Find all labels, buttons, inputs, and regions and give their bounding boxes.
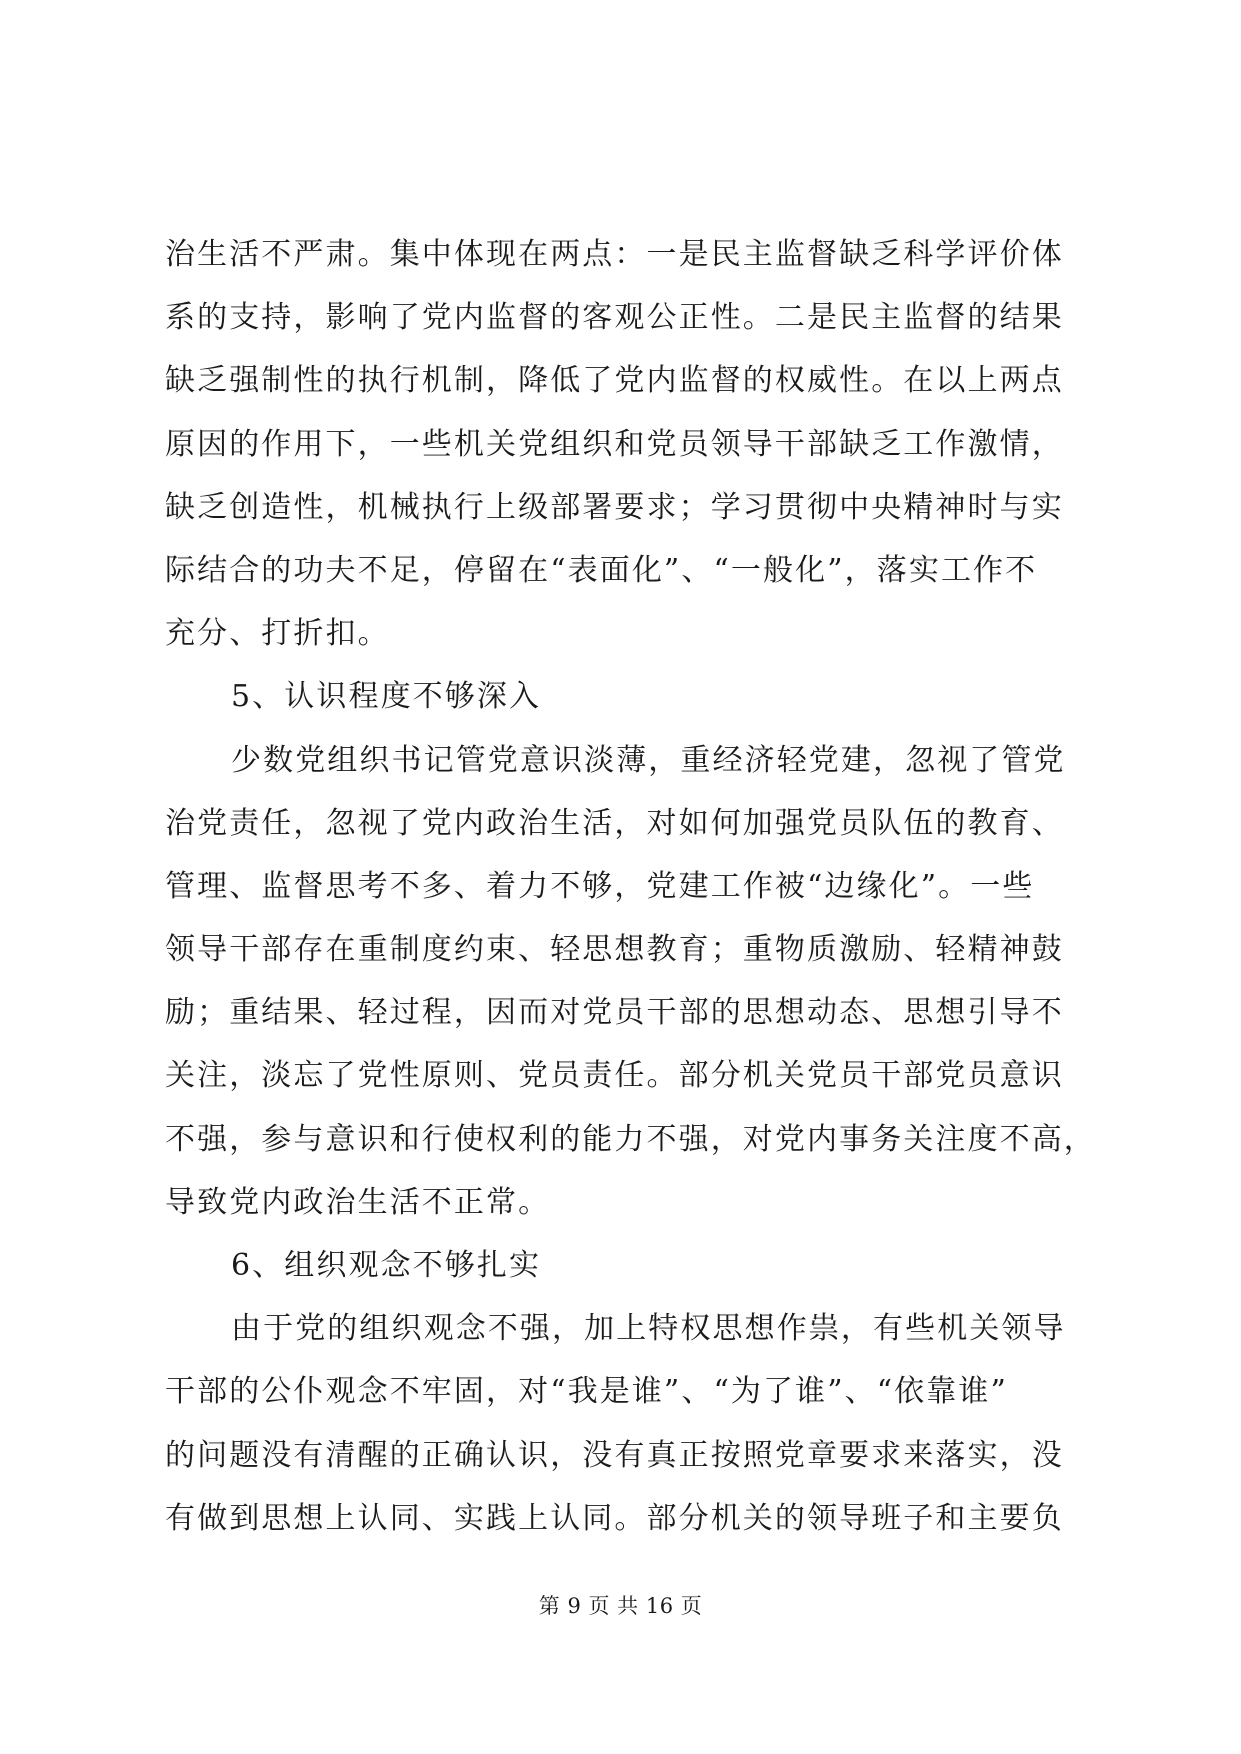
- text-line: 关注，淡忘了党性原则、党员责任。部分机关党员干部党员意识: [165, 1058, 1064, 1094]
- text-line: 导致党内政治生活不正常。: [165, 1184, 551, 1220]
- text-line: 有做到思想上认同、实践上认同。部分机关的领导班子和主要负: [165, 1500, 1064, 1536]
- page-footer: 第 9 页 共 16 页: [538, 1594, 703, 1618]
- text-line: 的问题没有清醒的正确认识，没有真正按照党章要求来落实，没: [165, 1437, 1064, 1473]
- text-line: 缺乏强制性的执行机制，降低了党内监督的权威性。在以上两点: [165, 363, 1064, 399]
- text-line: 由于党的组织观念不强，加上特权思想作祟，有些机关领导: [231, 1311, 1066, 1347]
- body-text: [165, 223, 1096, 1550]
- text-line: 系的支持，影响了党内监督的客观公正性。二是民主监督的结果: [165, 300, 1064, 336]
- text-line: 干部的公仆观念不牢固，对“我是谁”、“为了谁”、“依靠谁”: [165, 1374, 1008, 1410]
- text-line: 原因的作用下，一些机关党组织和党员领导干部缺乏工作激情，: [165, 426, 1064, 462]
- text-line: 充分、打折扣。: [165, 616, 390, 652]
- text-line: 缺乏创造性，机械执行上级部署要求；学习贯彻中央精神时与实: [165, 489, 1064, 525]
- text-line: 治党责任，忽视了党内政治生活，对如何加强党员队伍的教育、: [165, 805, 1064, 841]
- text-line: 际结合的功夫不足，停留在“表面化”、“一般化”，落实工作不: [165, 552, 1038, 588]
- text-line: 少数党组织书记管党意识淡薄，重经济轻党建，忽视了管党: [231, 742, 1066, 778]
- text-line: 励；重结果、轻过程，因而对党员干部的思想动态、思想引导不: [165, 995, 1064, 1031]
- text-line: 管理、监督思考不多、着力不够，党建工作被“边缘化”。一些: [165, 868, 1035, 904]
- text-line: 领导干部存在重制度约束、轻思想教育；重物质激励、轻精神鼓: [165, 932, 1064, 968]
- text-line: 5、认识程度不够深入: [231, 679, 542, 715]
- text-line: 不强，参与意识和行使权利的能力不强，对党内事务关注度不高，: [165, 1121, 1096, 1157]
- text-line: 6、组织观念不够扎实: [231, 1248, 542, 1283]
- text-line: 治生活不严肃。集中体现在两点：一是民主监督缺乏科学评价体: [165, 237, 1064, 272]
